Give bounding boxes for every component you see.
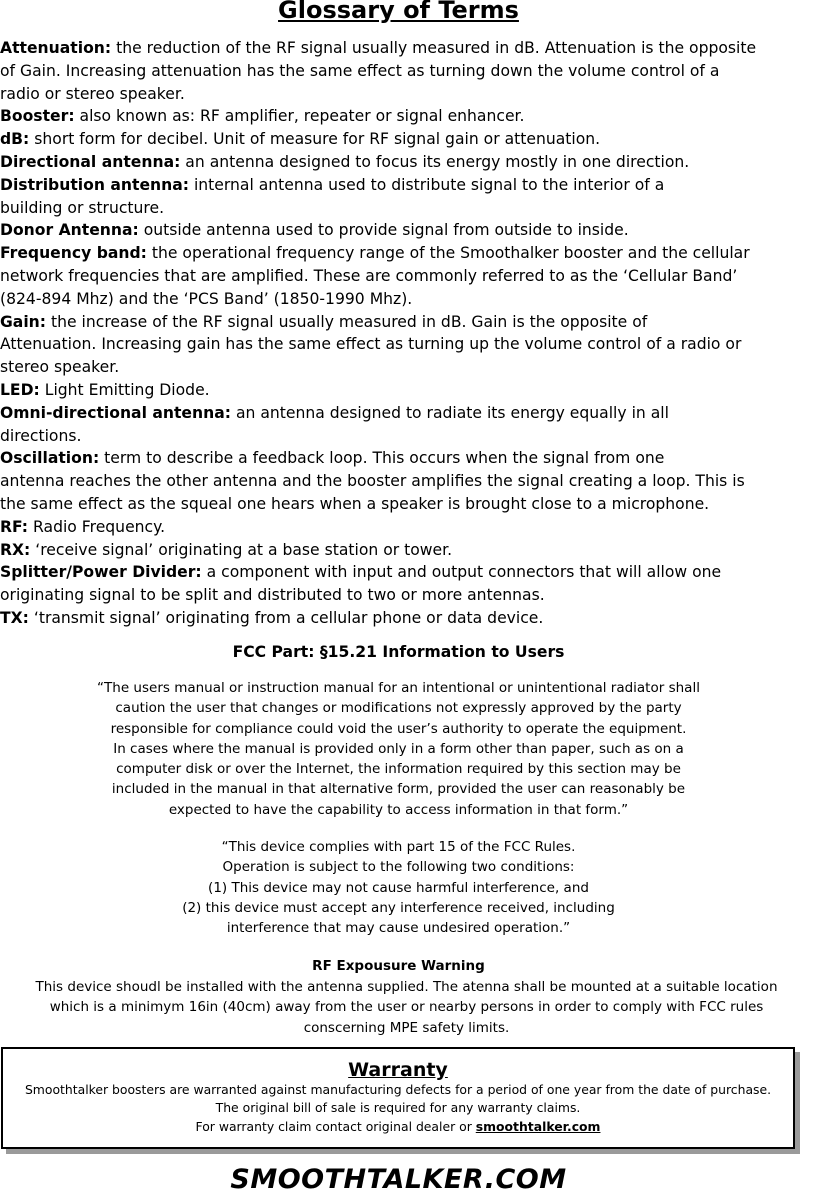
glossary-entry bbox=[0, 516, 800, 539]
glossary-term: Distribution antenna: bbox=[0, 175, 189, 194]
fcc-compliance-line: Operation is subject to the following two conditions: bbox=[222, 859, 575, 876]
glossary-term: Directional antenna: bbox=[0, 152, 181, 171]
glossary-definition: ‘receive signal’ originating at a base station or tower. bbox=[35, 540, 453, 559]
fcc-quote-line: caution the user that changes or modifications not expressly approved by the party bbox=[115, 700, 682, 717]
glossary-definition: (824-894 Mhz) and the ‘PCS Band’ (1850-1990 Mhz). bbox=[0, 289, 413, 308]
warranty-text bbox=[3, 1081, 793, 1136]
glossary-definition: a component with input and output connectors that will allow one bbox=[206, 563, 722, 582]
page-title: Glossary of Terms bbox=[278, 0, 519, 24]
glossary-definition: Attenuation. Increasing gain has the same effect as turning up the volume control of a radio or bbox=[0, 335, 742, 354]
glossary-definition: radio or stereo speaker. bbox=[0, 84, 185, 103]
glossary-definition: short form for decibel. Unit of measure for RF signal gain or attenuation. bbox=[34, 130, 601, 149]
glossary-entry bbox=[0, 151, 800, 174]
rf-warning-line: This device shoudl be installed with the antenna supplied. The atenna shall be mounted at a suitable location bbox=[35, 979, 778, 995]
fcc-quote-line: In cases where the manual is provided only in a form other than paper, such as on a bbox=[113, 740, 684, 757]
glossary-term: LED: bbox=[0, 380, 40, 399]
glossary-term: Booster: bbox=[0, 107, 75, 126]
glossary-definition: stereo speaker. bbox=[0, 358, 120, 377]
glossary-term: Gain: bbox=[0, 312, 47, 331]
glossary-definition: an antenna designed to radiate its energy equally in all bbox=[235, 403, 669, 422]
fcc-quote-line: “The users manual or instruction manual for an intentional or unintentional radiator shall bbox=[97, 680, 700, 696]
glossary-entry bbox=[0, 219, 800, 242]
glossary-term: TX: bbox=[0, 608, 29, 627]
glossary-term: dB: bbox=[0, 130, 30, 149]
glossary-definition: ‘transmit signal’ originating from a cellular phone or data device. bbox=[33, 608, 544, 627]
fcc-quote-line: expected to have the capability to access information in that form.” bbox=[168, 801, 629, 818]
glossary-definition: term to describe a feedback loop. This occurs when the signal from one bbox=[104, 449, 665, 468]
glossary-definition: an antenna designed to focus its energy mostly in one direction. bbox=[185, 152, 690, 171]
glossary-entry bbox=[0, 561, 800, 607]
glossary-entry bbox=[0, 128, 800, 151]
glossary-definition: outside antenna used to provide signal from outside to inside. bbox=[143, 221, 629, 240]
glossary-entry bbox=[0, 174, 800, 220]
warranty-title: Warranty bbox=[348, 1059, 448, 1081]
glossary-definition: network frequencies that are amplified. These are commonly referred to as the ‘Cellular Band’ bbox=[0, 266, 738, 285]
warranty-line: For warranty claim contact original dealer or bbox=[195, 1118, 476, 1134]
glossary-definition: the reduction of the RF signal usually measured in dB. Attenuation is the opposite bbox=[116, 39, 757, 57]
glossary-term: Donor Antenna: bbox=[0, 221, 139, 240]
fcc-quote bbox=[0, 678, 797, 820]
rf-warning-text bbox=[0, 977, 813, 1038]
footer-brand: SMOOTHTALKER.COM bbox=[230, 1164, 567, 1195]
rf-warning-line: which is a minimym 16in (40cm) away from the user or nearby persons in order to comply with FCC rules bbox=[49, 999, 764, 1016]
warranty-line: Smoothtalker boosters are warranted against manufacturing defects for a period of one year from the date of purchase. bbox=[24, 1082, 772, 1097]
fcc-compliance-line: interference that may cause undesired operation.” bbox=[226, 920, 571, 937]
warranty-box bbox=[1, 1047, 795, 1149]
glossary-entry bbox=[0, 447, 800, 515]
fcc-compliance-line: (2) this device must accept any interference received, including bbox=[182, 899, 615, 916]
fcc-compliance-statement bbox=[0, 837, 797, 938]
glossary-entry bbox=[0, 402, 800, 448]
glossary-entry bbox=[0, 242, 800, 310]
glossary-definition: directions. bbox=[0, 426, 82, 445]
glossary-term: Omni-directional antenna: bbox=[0, 403, 231, 422]
glossary-term: RF: bbox=[0, 517, 29, 536]
glossary-definition: internal antenna used to distribute signal to the interior of a bbox=[193, 175, 665, 194]
glossary-entry bbox=[0, 311, 800, 379]
glossary-entry bbox=[0, 105, 800, 128]
glossary-definition: the same effect as the squeal one hears when a speaker is brought close to a microphone. bbox=[0, 494, 710, 513]
fcc-compliance-line: (1) This device may not cause harmful interference, and bbox=[208, 879, 589, 896]
glossary-definition: originating signal to be split and distributed to two or more antennas. bbox=[0, 586, 545, 605]
glossary-definition: the increase of the RF signal usually measured in dB. Gain is the opposite of bbox=[50, 312, 648, 331]
rf-warning-line: conscerning MPE safety limits. bbox=[303, 1019, 510, 1036]
glossary-definition: building or structure. bbox=[0, 198, 165, 217]
glossary-definition: the operational frequency range of the Smoothalker booster and the cellular bbox=[151, 244, 750, 263]
glossary-term: Frequency band: bbox=[0, 244, 147, 263]
fcc-quote-line: responsible for compliance could void the user’s authority to operate the equipment. bbox=[110, 720, 687, 737]
glossary-term: Splitter/Power Divider: bbox=[0, 563, 202, 582]
glossary-definition: antenna reaches the other antenna and the booster amplifies the signal creating a loop. This is bbox=[0, 472, 745, 491]
glossary-entry bbox=[0, 539, 800, 562]
glossary-entry bbox=[0, 607, 800, 630]
rf-warning-heading: RF Expousure Warning bbox=[312, 958, 485, 974]
fcc-quote-line: included in the manual in that alternative form, provided the user can reasonably be bbox=[111, 781, 686, 798]
fcc-compliance-line: “This device complies with part 15 of the FCC Rules. bbox=[221, 839, 576, 855]
glossary-definition: Radio Frequency. bbox=[33, 517, 166, 536]
glossary-term: RX: bbox=[0, 540, 31, 559]
glossary-term: Attenuation: bbox=[0, 39, 112, 57]
glossary-term: Oscillation: bbox=[0, 449, 100, 468]
glossary-definition: also known as: RF amplifier, repeater or signal enhancer. bbox=[79, 107, 525, 126]
glossary-definition: of Gain. Increasing attenuation has the same effect as turning down the volume control of a bbox=[0, 61, 720, 80]
warranty-link[interactable]: smoothtalker.com bbox=[475, 1118, 601, 1134]
fcc-heading: FCC Part: §15.21 Information to Users bbox=[232, 643, 565, 661]
glossary-entry bbox=[0, 379, 800, 402]
glossary bbox=[0, 37, 800, 630]
warranty-line: The original bill of sale is required for any warranty claims. bbox=[215, 1100, 581, 1116]
glossary-entry bbox=[0, 37, 800, 105]
glossary-definition: Light Emitting Diode. bbox=[44, 380, 210, 399]
fcc-quote-line: computer disk or over the Internet, the information required by this section may be bbox=[116, 761, 681, 778]
